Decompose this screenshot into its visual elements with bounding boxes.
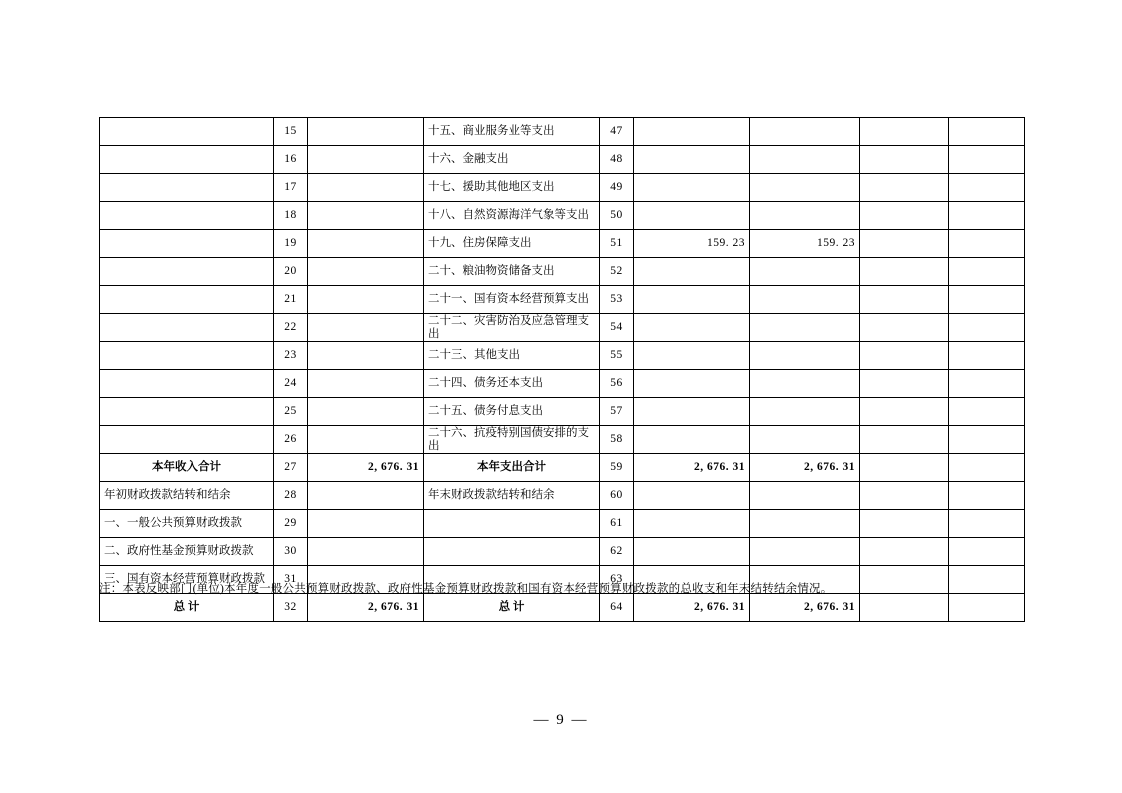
row-left-value: 2, 676. 31 bbox=[308, 594, 424, 622]
row-right-label bbox=[424, 538, 600, 566]
row-right-number: 62 bbox=[600, 538, 634, 566]
row-value-3 bbox=[860, 594, 949, 622]
row-left-number: 27 bbox=[274, 454, 308, 482]
row-left-value bbox=[308, 118, 424, 146]
row-right-label: 十八、自然资源海洋气象等支出 bbox=[424, 202, 600, 230]
row-right-number: 56 bbox=[600, 370, 634, 398]
row-value-3 bbox=[860, 314, 949, 342]
row-left-label bbox=[100, 370, 274, 398]
row-value-3 bbox=[860, 566, 949, 594]
row-left-value bbox=[308, 202, 424, 230]
row-left-value bbox=[308, 286, 424, 314]
row-left-label bbox=[100, 202, 274, 230]
row-right-label: 二十六、抗疫特别国债安排的支出 bbox=[424, 426, 600, 454]
row-right-number: 64 bbox=[600, 594, 634, 622]
row-value-3 bbox=[860, 202, 949, 230]
row-right-number: 47 bbox=[600, 118, 634, 146]
row-right-number: 49 bbox=[600, 174, 634, 202]
table-body bbox=[100, 118, 1025, 622]
row-left-number: 21 bbox=[274, 286, 308, 314]
row-value-4 bbox=[949, 258, 1025, 286]
row-value-2 bbox=[750, 314, 860, 342]
row-value-1 bbox=[634, 370, 750, 398]
row-left-number: 28 bbox=[274, 482, 308, 510]
row-value-4 bbox=[949, 342, 1025, 370]
row-value-3 bbox=[860, 342, 949, 370]
row-value-1 bbox=[634, 286, 750, 314]
row-value-3 bbox=[860, 230, 949, 258]
row-right-label: 二十二、灾害防治及应急管理支出 bbox=[424, 314, 600, 342]
row-right-label: 年末财政拨款结转和结余 bbox=[424, 482, 600, 510]
row-value-4 bbox=[949, 146, 1025, 174]
row-value-3 bbox=[860, 258, 949, 286]
row-left-number: 32 bbox=[274, 594, 308, 622]
row-left-number: 30 bbox=[274, 538, 308, 566]
row-value-1: 2, 676. 31 bbox=[634, 594, 750, 622]
row-value-1 bbox=[634, 202, 750, 230]
table-row bbox=[100, 230, 1025, 258]
row-value-3 bbox=[860, 538, 949, 566]
row-right-number: 54 bbox=[600, 314, 634, 342]
table-row bbox=[100, 258, 1025, 286]
row-value-2 bbox=[750, 202, 860, 230]
row-value-4 bbox=[949, 594, 1025, 622]
row-left-label bbox=[100, 342, 274, 370]
row-right-number: 51 bbox=[600, 230, 634, 258]
row-left-label: 年初财政拨款结转和结余 bbox=[100, 482, 274, 510]
table-row bbox=[100, 538, 1025, 566]
row-left-value bbox=[308, 370, 424, 398]
table-row bbox=[100, 202, 1025, 230]
row-right-label: 总 计 bbox=[424, 594, 600, 622]
row-value-4 bbox=[949, 314, 1025, 342]
row-left-label bbox=[100, 426, 274, 454]
row-right-label: 二十、粮油物资储备支出 bbox=[424, 258, 600, 286]
row-value-4 bbox=[949, 202, 1025, 230]
row-left-label bbox=[100, 118, 274, 146]
row-value-4 bbox=[949, 538, 1025, 566]
row-left-value: 2, 676. 31 bbox=[308, 454, 424, 482]
table-row bbox=[100, 426, 1025, 454]
row-value-2: 2, 676. 31 bbox=[750, 594, 860, 622]
row-value-1: 2, 676. 31 bbox=[634, 454, 750, 482]
table-row bbox=[100, 286, 1025, 314]
row-right-label: 十七、援助其他地区支出 bbox=[424, 174, 600, 202]
row-value-4 bbox=[949, 426, 1025, 454]
row-value-1 bbox=[634, 174, 750, 202]
row-value-3 bbox=[860, 146, 949, 174]
row-left-value bbox=[308, 426, 424, 454]
row-left-value bbox=[308, 398, 424, 426]
row-left-number: 19 bbox=[274, 230, 308, 258]
row-left-value bbox=[308, 174, 424, 202]
row-left-value bbox=[308, 538, 424, 566]
row-left-value bbox=[308, 146, 424, 174]
page-number: — 9 — bbox=[533, 712, 589, 728]
row-value-1: 159. 23 bbox=[634, 230, 750, 258]
row-left-label: 本年收入合计 bbox=[100, 454, 274, 482]
table-row bbox=[100, 510, 1025, 538]
row-left-label bbox=[100, 314, 274, 342]
row-left-label: 二、政府性基金预算财政拨款 bbox=[100, 538, 274, 566]
row-right-number: 57 bbox=[600, 398, 634, 426]
table-row bbox=[100, 594, 1025, 622]
financial-allocation-table bbox=[99, 117, 1025, 622]
row-value-3 bbox=[860, 482, 949, 510]
row-left-value bbox=[308, 230, 424, 258]
row-value-4 bbox=[949, 230, 1025, 258]
table-note: 注：本表反映部门(单位)本年度一般公共预算财政拨款、政府性基金预算财政拨款和国有资本经营预算财政拨款的总收支和年末结转结余情况。 bbox=[99, 583, 833, 595]
row-value-1 bbox=[634, 342, 750, 370]
row-value-4 bbox=[949, 454, 1025, 482]
row-value-2 bbox=[750, 258, 860, 286]
row-value-2 bbox=[750, 510, 860, 538]
row-value-2 bbox=[750, 538, 860, 566]
row-value-3 bbox=[860, 286, 949, 314]
budget-table-container bbox=[99, 117, 1024, 622]
row-left-value bbox=[308, 314, 424, 342]
row-value-4 bbox=[949, 286, 1025, 314]
row-value-1 bbox=[634, 398, 750, 426]
row-right-label: 二十五、债务付息支出 bbox=[424, 398, 600, 426]
row-left-number: 20 bbox=[274, 258, 308, 286]
row-right-label: 二十四、债务还本支出 bbox=[424, 370, 600, 398]
row-right-label bbox=[424, 510, 600, 538]
row-value-3 bbox=[860, 454, 949, 482]
row-left-label: 三、国有资本经营预算财政拨款 bbox=[100, 566, 274, 594]
row-left-number: 29 bbox=[274, 510, 308, 538]
row-left-label: 一、一般公共预算财政拨款 bbox=[100, 510, 274, 538]
row-right-number: 50 bbox=[600, 202, 634, 230]
table-row bbox=[100, 454, 1025, 482]
row-value-2 bbox=[750, 174, 860, 202]
row-left-number: 22 bbox=[274, 314, 308, 342]
row-right-number: 61 bbox=[600, 510, 634, 538]
table-row bbox=[100, 398, 1025, 426]
row-left-value bbox=[308, 342, 424, 370]
row-value-4 bbox=[949, 174, 1025, 202]
row-value-1 bbox=[634, 510, 750, 538]
row-right-number: 59 bbox=[600, 454, 634, 482]
row-left-label bbox=[100, 286, 274, 314]
row-value-2 bbox=[750, 370, 860, 398]
row-value-2: 159. 23 bbox=[750, 230, 860, 258]
row-value-2 bbox=[750, 146, 860, 174]
row-value-3 bbox=[860, 398, 949, 426]
row-left-number: 16 bbox=[274, 146, 308, 174]
row-value-2 bbox=[750, 286, 860, 314]
row-left-value bbox=[308, 510, 424, 538]
row-value-4 bbox=[949, 398, 1025, 426]
row-left-number: 25 bbox=[274, 398, 308, 426]
row-value-2 bbox=[750, 426, 860, 454]
row-value-1 bbox=[634, 258, 750, 286]
row-left-label bbox=[100, 258, 274, 286]
row-value-1 bbox=[634, 426, 750, 454]
table-row bbox=[100, 482, 1025, 510]
row-right-number: 48 bbox=[600, 146, 634, 174]
row-value-2 bbox=[750, 342, 860, 370]
row-value-1 bbox=[634, 482, 750, 510]
table-row bbox=[100, 174, 1025, 202]
row-right-number: 63 bbox=[600, 566, 634, 594]
table-row bbox=[100, 342, 1025, 370]
row-right-number: 58 bbox=[600, 426, 634, 454]
row-left-number: 15 bbox=[274, 118, 308, 146]
row-value-4 bbox=[949, 566, 1025, 594]
row-left-label bbox=[100, 230, 274, 258]
row-right-label: 二十三、其他支出 bbox=[424, 342, 600, 370]
row-value-4 bbox=[949, 482, 1025, 510]
row-right-number: 55 bbox=[600, 342, 634, 370]
row-value-2 bbox=[750, 398, 860, 426]
row-value-1 bbox=[634, 146, 750, 174]
row-value-4 bbox=[949, 118, 1025, 146]
row-right-label: 本年支出合计 bbox=[424, 454, 600, 482]
row-left-label bbox=[100, 398, 274, 426]
row-right-number: 52 bbox=[600, 258, 634, 286]
row-right-number: 53 bbox=[600, 286, 634, 314]
table-row bbox=[100, 146, 1025, 174]
row-left-number: 31 bbox=[274, 566, 308, 594]
table-row bbox=[100, 314, 1025, 342]
table-row bbox=[100, 118, 1025, 146]
row-left-label: 总 计 bbox=[100, 594, 274, 622]
row-left-number: 24 bbox=[274, 370, 308, 398]
table-row bbox=[100, 370, 1025, 398]
row-value-3 bbox=[860, 510, 949, 538]
row-left-value bbox=[308, 258, 424, 286]
row-left-number: 23 bbox=[274, 342, 308, 370]
row-left-value bbox=[308, 482, 424, 510]
row-right-label: 十五、商业服务业等支出 bbox=[424, 118, 600, 146]
row-value-4 bbox=[949, 370, 1025, 398]
row-value-2 bbox=[750, 118, 860, 146]
row-right-number: 60 bbox=[600, 482, 634, 510]
row-value-2 bbox=[750, 482, 860, 510]
row-value-3 bbox=[860, 370, 949, 398]
row-left-number: 17 bbox=[274, 174, 308, 202]
row-value-1 bbox=[634, 314, 750, 342]
row-value-3 bbox=[860, 174, 949, 202]
row-value-4 bbox=[949, 510, 1025, 538]
row-value-3 bbox=[860, 426, 949, 454]
row-left-label bbox=[100, 146, 274, 174]
row-left-number: 26 bbox=[274, 426, 308, 454]
row-value-2: 2, 676. 31 bbox=[750, 454, 860, 482]
row-value-3 bbox=[860, 118, 949, 146]
row-left-label bbox=[100, 174, 274, 202]
row-left-number: 18 bbox=[274, 202, 308, 230]
row-right-label: 二十一、国有资本经营预算支出 bbox=[424, 286, 600, 314]
row-right-label: 十六、金融支出 bbox=[424, 146, 600, 174]
row-value-1 bbox=[634, 538, 750, 566]
row-value-1 bbox=[634, 118, 750, 146]
row-right-label: 十九、住房保障支出 bbox=[424, 230, 600, 258]
